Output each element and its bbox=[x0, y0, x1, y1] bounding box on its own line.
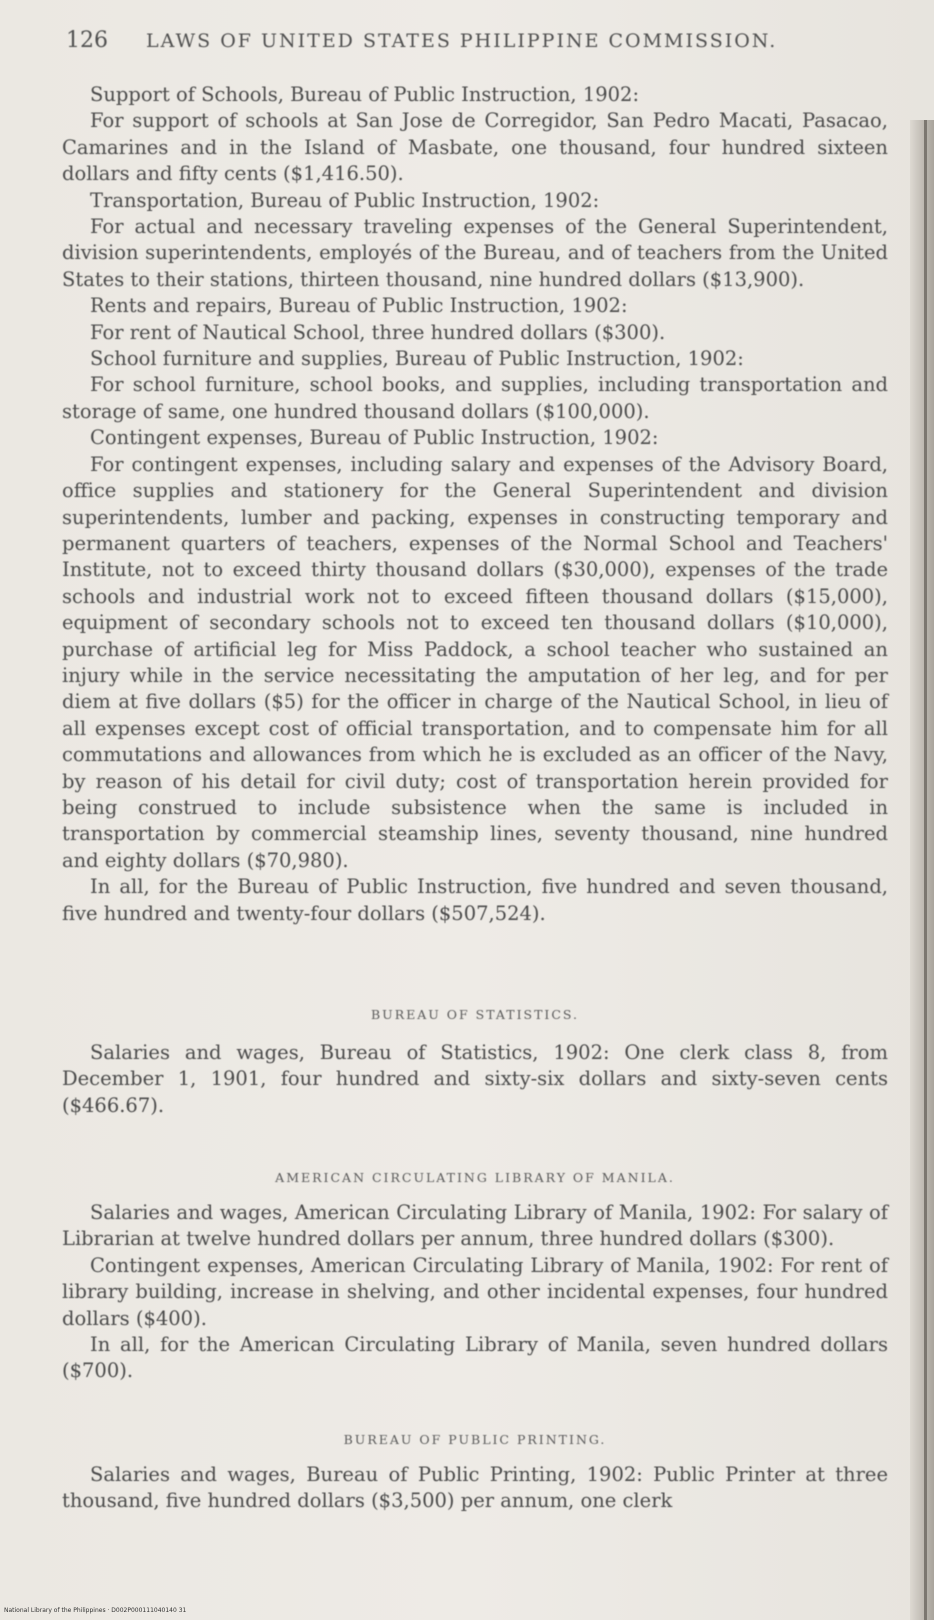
printing-block bbox=[62, 1462, 888, 1515]
paragraph: Salaries and wages, Bureau of Statistics, 1902: One clerk class 8, from December 1, 1901, four hundred and sixty-six dollars and sixty-seven cents ($466.67). bbox=[62, 1041, 888, 1117]
scan-footer: National Library of the Philippines · D002P000111040140 31 bbox=[4, 1607, 187, 1614]
paragraph: For contingent expenses, including salary and expenses of the Advisory Board, office supplies and stationery for the General Superintendent and division superintendents, lumber and packing, expenses in constructing temporary and permanent quarters of teachers, expenses of the Normal School and Teachers' Institute, not to exceed thirty thousand dollars ($30,000), expenses of the trade schools and industrial work not to exceed fifteen thousand dollars ($15,000), equipment of secondary schools not to exceed ten thousand dollars ($10,000), purchase of artificial leg for Miss Paddock, a school teacher who sustained an injury while in the service necessitating the amputation of her leg, and for per diem at five dollars ($5) for the officer in charge of the Nautical School, in lieu of all expenses except cost of official transportation, and to compensate him for all commutations and allowances from which he is excluded as an officer of the Navy, by reason of his detail for civil duty; cost of transportation herein provided for being construed to include subsistence when the same is included in transportation by commercial steamship lines, seventy thousand, nine hundred and eighty dollars ($70,980). bbox=[62, 452, 888, 872]
paragraph: For rent of Nautical School, three hundred dollars ($300). bbox=[90, 320, 666, 344]
paragraph: Contingent expenses, American Circulating Library of Manila, 1902: For rent of library building, increase in shelving, and other incidental expenses, four hundred dollars ($400). bbox=[62, 1253, 888, 1330]
page-number: 126 bbox=[66, 28, 108, 53]
library-block bbox=[62, 1200, 888, 1385]
section-title-library: AMERICAN CIRCULATING LIBRARY OF MANILA. bbox=[275, 1170, 675, 1185]
paragraph: In all, for the Bureau of Public Instruction, five hundred and seven thousand, five hundred and twenty-four dollars ($507,524). bbox=[62, 875, 888, 925]
paragraph: School furniture and supplies, Bureau of Public Instruction, 1902: bbox=[90, 347, 744, 371]
paragraph: Salaries and wages, American Circulating Library of Manila, 1902: For salary of Librarian at twelve hundred dollars per annum, three hundred dollars ($300). bbox=[62, 1201, 888, 1251]
paragraph: For actual and necessary traveling expenses of the General Superintendent, division superintendents, employés of the Bureau, and of teachers from the United States to their stations, thirteen thousand, nine hundred dollars ($13,900). bbox=[62, 215, 888, 291]
paragraph: Contingent expenses, Bureau of Public Instruction, 1902: bbox=[90, 426, 659, 450]
paragraph: For support of schools at San Jose de Corregidor, San Pedro Macati, Pasacao, Camarines and in the Island of Masbate, one thousand, four hundred sixteen dollars and fifty cents ($1,416.50). bbox=[62, 109, 888, 186]
paragraph: In all, for the American Circulating Library of Manila, seven hundred dollars ($700). bbox=[62, 1333, 888, 1383]
public-instruction-block bbox=[62, 82, 888, 927]
paragraph: Support of Schools, Bureau of Public Instruction, 1902: bbox=[90, 83, 640, 106]
paragraph: Salaries and wages, Bureau of Public Printing, 1902: Public Printer at three thousand, five hundred dollars ($3,500) per annum, one clerk bbox=[62, 1463, 888, 1513]
section-title-statistics: BUREAU OF STATISTICS. bbox=[370, 1007, 579, 1022]
statistics-block bbox=[62, 1040, 888, 1119]
paragraph: Rents and repairs, Bureau of Public Instruction, 1902: bbox=[90, 294, 628, 318]
page-binding-edge bbox=[910, 120, 934, 1620]
running-header bbox=[66, 28, 836, 53]
paragraph: For school furniture, school books, and supplies, including transportation and storage of same, one hundred thousand dollars ($100,000). bbox=[62, 373, 888, 423]
paragraph: Transportation, Bureau of Public Instruction, 1902: bbox=[90, 188, 600, 212]
running-title: LAWS OF UNITED STATES PHILIPPINE COMMISSION. bbox=[146, 30, 778, 52]
section-title-printing: BUREAU OF PUBLIC PRINTING. bbox=[343, 1432, 607, 1447]
